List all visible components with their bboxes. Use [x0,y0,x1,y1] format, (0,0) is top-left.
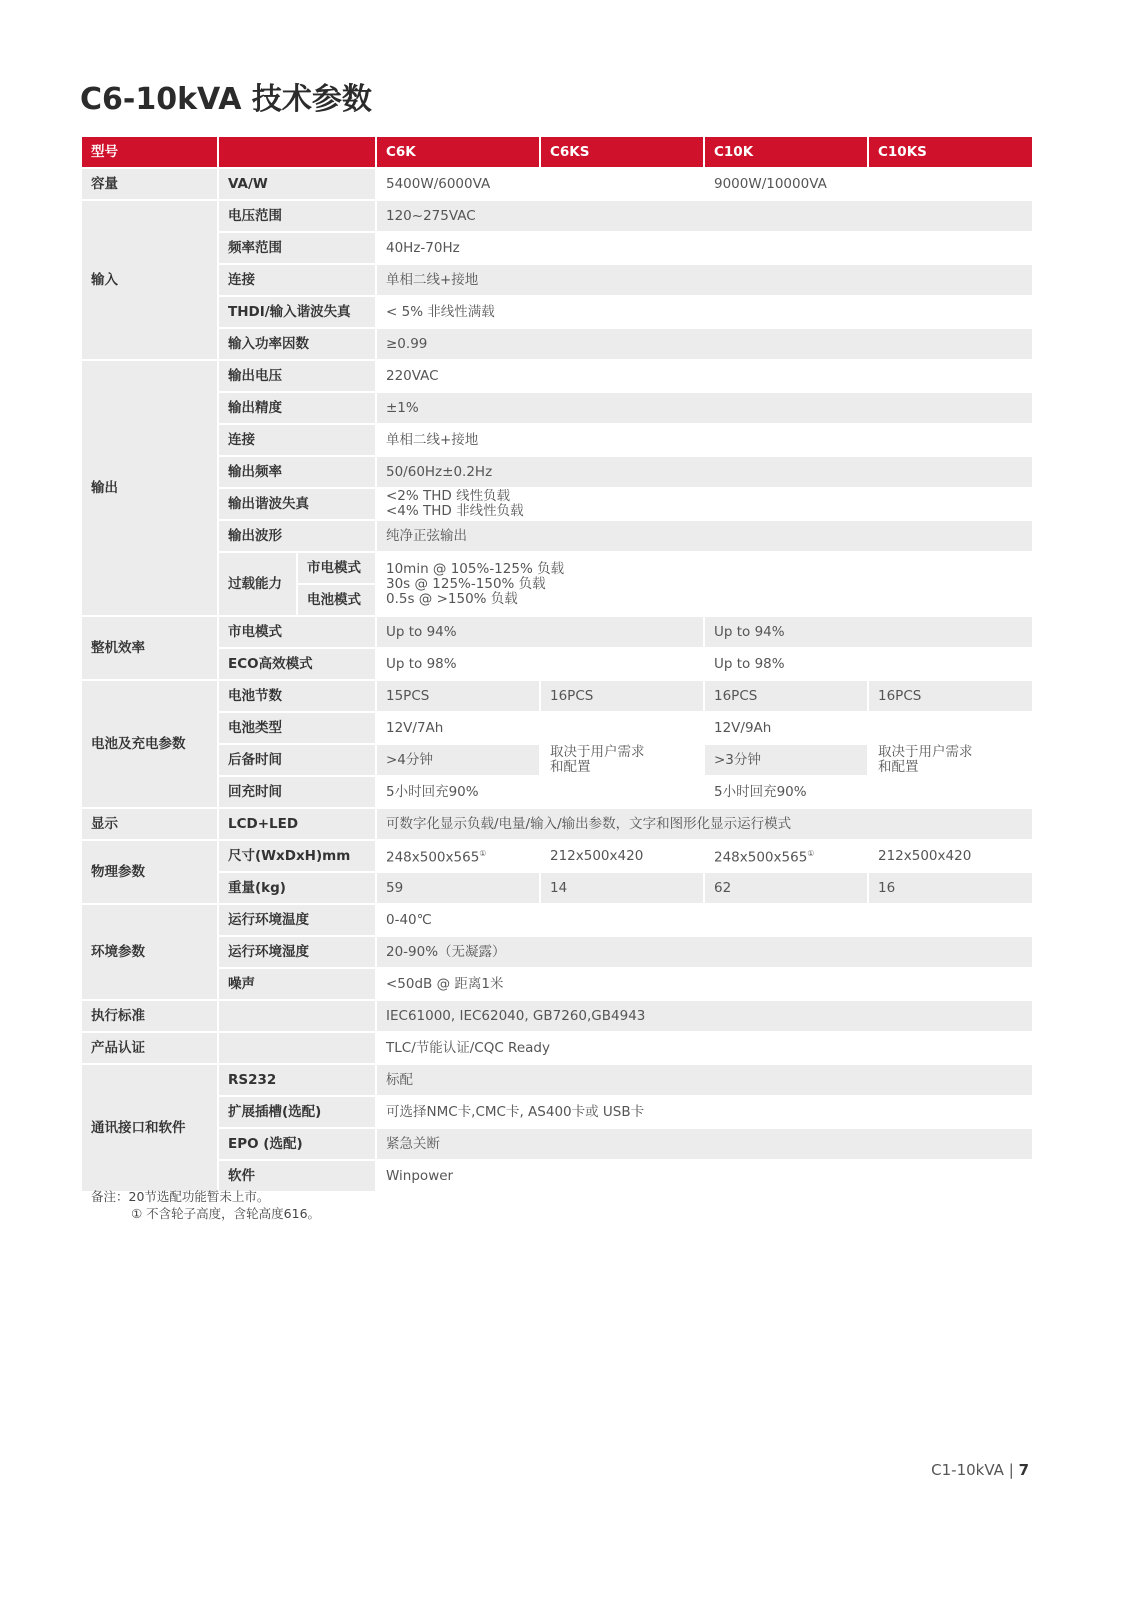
value-cell: ±1% [377,393,1032,423]
value-cell: Up to 94% [705,617,1032,647]
table-row [82,201,1032,231]
param-label: 重量(kg) [219,873,375,903]
param-label: ECO高效模式 [219,649,375,679]
table-row [82,873,1032,903]
table-row [82,809,1032,839]
group-standard: 执行标准 [82,1001,217,1031]
value-cell: 5小时回充90% [714,783,807,800]
value-cell: 20-90%（无凝露） [377,937,1032,967]
table-row [82,329,1032,359]
header-model-label: 型号 [82,137,217,167]
footnote-line: ① 不含轮子高度，含轮高度616。 [131,1206,321,1221]
value-cell: < 5% 非线性满载 [386,303,495,320]
value-text: 248x500x565 [386,849,480,866]
param-label: 连接 [219,265,375,295]
value-line: 10min @ 105%-125% 负载 [386,560,565,577]
param-label: 回充时间 [219,777,375,807]
value-text: 248x500x565 [714,849,808,866]
table-row [82,361,1032,391]
footnote-mark: ① [479,849,487,859]
group-environment: 环境参数 [82,905,217,999]
table-row [82,265,1032,295]
value-cell: >3分钟 [705,745,867,775]
param-label: RS232 [219,1065,375,1095]
value-cell: 9000W/10000VA [714,175,827,192]
table-row [82,1097,1032,1127]
param-label: 市电模式 [219,617,375,647]
group-display: 显示 [82,809,217,839]
table-row [82,1161,1032,1191]
value-cell [377,489,1032,519]
param-label: 尺寸(WxDxH)mm [219,841,375,871]
footnote-mark: ① [807,849,815,859]
value-cell: 212x500x420 [550,847,644,864]
table-row [82,393,1032,423]
value-line: 和配置 [878,759,919,775]
param-label: 输出频率 [219,457,375,487]
header-c10k: C10K [705,137,867,167]
param-label: 扩展插槽(选配) [219,1097,375,1127]
value-cell: >4分钟 [377,745,539,775]
table-row [82,425,1032,455]
param-label: 软件 [219,1161,375,1191]
value-cell: 16PCS [705,681,867,711]
table-row [82,553,1032,583]
group-capacity: 容量 [82,169,217,199]
spec-table [80,135,1034,1193]
value-cell: Up to 94% [377,617,703,647]
value-cell: 40Hz-70Hz [386,239,460,256]
value-cell [377,841,539,871]
group-certification: 产品认证 [82,1033,217,1063]
param-label: 电池类型 [219,713,375,743]
group-efficiency: 整机效率 [82,617,217,679]
value-cell [377,553,1032,615]
footnote-line: 备注：20节选配功能暂未上市。 [91,1189,270,1204]
value-cell: 59 [377,873,539,903]
sub-param-label: 市电模式 [298,553,375,583]
header-c6ks: C6KS [541,137,703,167]
param-label: 噪声 [219,969,375,999]
value-cell: 标配 [377,1065,1032,1095]
group-comms: 通讯接口和软件 [82,1065,217,1191]
footer-model: C1-10kVA [931,1461,1004,1479]
param-label-blank [219,1033,375,1063]
value-cell: TLC/节能认证/CQC Ready [386,1039,550,1056]
header-c10ks: C10KS [869,137,1032,167]
value-cell: 220VAC [386,367,439,384]
table-row [82,969,1032,999]
table-row [82,1065,1032,1095]
value-cell: 0-40℃ [386,911,432,928]
table-row [82,841,1032,871]
param-label: 电压范围 [219,201,375,231]
param-label: EPO (选配) [219,1129,375,1159]
footnotes [91,1188,320,1222]
table-row [82,1033,1032,1063]
value-cell: 单相二线+接地 [377,265,1032,295]
sub-param-label: 电池模式 [298,585,375,615]
table-row [82,681,1032,711]
table-row [82,489,1032,519]
table-row [82,905,1032,935]
value-cell: 15PCS [377,681,539,711]
table-row [82,1129,1032,1159]
value-cell: 纯净正弦输出 [377,521,1032,551]
value-line: 30s @ 125%-150% 负载 [386,575,546,592]
param-label: 连接 [219,425,375,455]
value-cell: 可数字化显示负载/电量/输入/输出参数，文字和图形化显示运行模式 [377,809,1032,839]
value-cell: 5小时回充90% [386,783,479,800]
value-cell: Winpower [386,1167,454,1184]
param-label: THDI/输入谐波失真 [219,297,375,327]
table-row [82,937,1032,967]
value-line: 和配置 [550,759,591,775]
value-cell-user-config [869,713,1032,807]
table-row [82,617,1032,647]
page-footer [931,1461,1029,1479]
table-row [82,233,1032,263]
table-row [82,713,1032,743]
value-cell: 5400W/6000VA [386,175,491,192]
table-row [82,649,1032,679]
table-row [82,297,1032,327]
param-label-blank [219,1001,375,1031]
value-cell: 14 [541,873,703,903]
param-label: 输出精度 [219,393,375,423]
value-cell: 16 [869,873,1032,903]
table-header-row [82,137,1032,167]
param-label: 输出电压 [219,361,375,391]
value-cell: Up to 98% [714,655,785,672]
param-label: 运行环境温度 [219,905,375,935]
value-cell [705,841,867,871]
header-c6k: C6K [377,137,539,167]
group-input: 输入 [82,201,217,359]
value-cell: Up to 98% [386,655,457,672]
value-cell: 紧急关断 [377,1129,1032,1159]
group-physical: 物理参数 [82,841,217,903]
value-line: 取决于用户需求 [550,744,645,760]
param-label: 运行环境湿度 [219,937,375,967]
param-label: LCD+LED [219,809,375,839]
page-title: C6-10kVA 技术参数 [80,82,372,117]
value-cell: 单相二线+接地 [386,431,479,448]
param-label: 频率范围 [219,233,375,263]
value-cell: 12V/7Ah [386,719,444,736]
param-label: 过载能力 [219,553,296,615]
group-battery: 电池及充电参数 [82,681,217,807]
value-cell: 可选择NMC卡,CMC卡, AS400卡或 USB卡 [386,1103,645,1120]
param-label: VA/W [219,169,375,199]
table-row [82,169,1032,199]
value-line: 0.5s @ >150% 负载 [386,590,518,607]
value-line: 取决于用户需求 [878,744,973,760]
value-cell: IEC61000, IEC62040, GB7260,GB4943 [377,1001,1032,1031]
footer-separator: | [1008,1461,1014,1479]
page-number: 7 [1018,1461,1029,1479]
value-line: <4% THD 非线性负载 [386,503,524,519]
param-label: 输出波形 [219,521,375,551]
value-cell: 212x500x420 [878,847,972,864]
param-label: 后备时间 [219,745,375,775]
value-cell: 16PCS [869,681,1032,711]
param-label: 电池节数 [219,681,375,711]
param-label: 输入功率因数 [219,329,375,359]
value-cell-user-config [541,713,703,807]
value-cell: 50/60Hz±0.2Hz [377,457,1032,487]
value-cell: 12V/9Ah [714,719,772,736]
value-cell: 62 [705,873,867,903]
header-param-blank [219,137,375,167]
value-cell: 16PCS [541,681,703,711]
group-output: 输出 [82,361,217,615]
value-line: <2% THD 线性负载 [386,489,511,504]
value-cell: 120~275VAC [377,201,1032,231]
value-cell: <50dB @ 距离1米 [386,975,504,992]
value-cell: ≥0.99 [377,329,1032,359]
param-label: 输出谐波失真 [219,489,375,519]
table-row [82,521,1032,551]
table-row [82,457,1032,487]
table-row [82,1001,1032,1031]
